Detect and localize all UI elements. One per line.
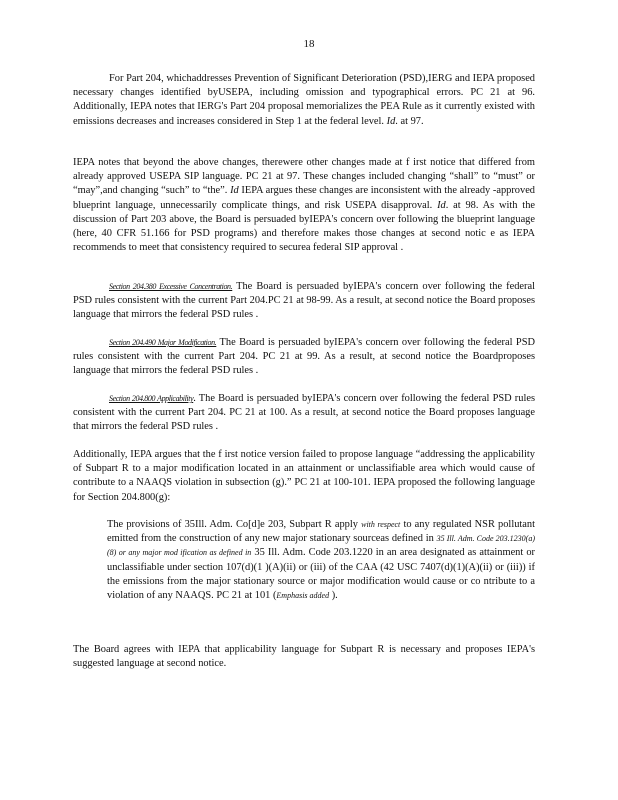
- paragraph-text: The Board is persuaded byIEPA's concern over following the federal PSD rules consistent with the current Part 204. PC 21 at 99. As a result, at second notice the Boardproposes language that mirrors the federal PSD rules .: [73, 337, 535, 377]
- emphasis-text: with respect: [361, 520, 401, 529]
- citation-tail: . at 97.: [395, 115, 424, 127]
- citation-id: Id: [437, 199, 446, 211]
- quote-text: ).: [329, 590, 338, 602]
- paragraph-text: Additionally, IEPA argues that the f irst notice version failed to propose language “addressing the applicability of Subpart R to a major modification located in an attainment or unclassifiable area which would cause of contribute to a NAAQS violation in subsection (g).” PC 21 at 100-101. IEPA proposed the following language for Section 204.800(g):: [73, 449, 535, 503]
- paragraph-iepa-notes: [73, 156, 535, 255]
- paragraph-section-204-380: [73, 280, 535, 323]
- paragraph-part-204: [73, 72, 535, 129]
- page-number: 18: [303, 38, 315, 50]
- emphasis-text: 35 Ill. Adm. Code 203.1230(a)(8) or any major mod ification as defined in: [107, 534, 535, 558]
- paragraph-text: IEPA argues these changes are inconsistent with the already -approved blueprint language, unnecessarily complicate things, and risk USEPA disapproval.: [73, 185, 536, 211]
- paragraph-text: IEPA notes that beyond the above changes, therewere other changes made at f irst notice that differed from already approved USEPA SIP language. PC 21 at 97. These changes included changing “shall” to “must” or “may”,and changing “such” to “the”.: [73, 157, 535, 197]
- citation-id: Id: [230, 185, 239, 197]
- section-heading: Section 204.490 Major Modification.: [109, 338, 217, 347]
- section-heading: Section 204.380 Excessive Concentration.: [109, 282, 233, 291]
- paragraph-board-agrees: [73, 643, 535, 671]
- paragraph-text: The Board is persuaded byIEPA's concern over following the federal PSD rules consistent with the current Part 204.PC 21 at 98-99. As a result, at second notice the Board proposes language that mirrors the federal PSD rules .: [73, 281, 535, 321]
- paragraph-text: For Part 204, whichaddresses Prevention of Significant Deterioration (PSD),IERG and IEPA proposed necessary changes identified byUSEPA, including omission and typographical errors. PC 21 at 96. Additionally, IEPA notes that IERG's Part 204 proposal memorializes the PEA Rule as it currently existed with emissions decreases and increases considered in Step 1 at the federal level.: [73, 73, 535, 127]
- paragraph-section-204-800: [73, 392, 535, 435]
- quote-text: to any regulated NSR pollutant emitted from the construction of any new major stationary sourceas defined in: [107, 519, 535, 545]
- quote-text: 35 Ill. Adm. Code 203.1220 in an area designated as attainment or unclassifiable under section 107(d)(1 )(A)(ii) or (iii) of the CAA (42 USC 7407(d)(1)(A)(ii) or (iii)) if the emissions from the major stationary source or major modification would cause or co ntribute to a violation of any NAAQS. PC 21 at 101 (: [107, 547, 535, 602]
- emphasis-note: Emphasis added: [276, 591, 330, 601]
- citation-id: Id: [386, 115, 396, 127]
- paragraph-text: . at 98. As with the discussion of Part 203 above, the Board is persuaded byIEPA's concern over following the blueprint language (here, 40 CFR 51.166 for PSD programs) and therefore makes those changes at second notic e as IEPA recommends to meet that consistency required to securea federal SIP approval .: [73, 199, 535, 254]
- paragraph-text: The Board agrees with IEPA that applicability language for Subpart R is necessary and proposes IEPA's suggested language at second notice.: [73, 644, 535, 670]
- paragraph-section-204-490: [73, 336, 535, 379]
- quote-text: The provisions of 35Ill. Adm. Co[d]e 203, Subpart R apply: [107, 519, 362, 530]
- paragraph-text: . The Board is persuaded byIEPA's concern over following the federal PSD rules consistent with the current Part 204. PC 21 at 100. As a result, at second notice the Board proposes language that mirrors the federal PSD rules .: [73, 393, 535, 433]
- paragraph-additionally: [73, 448, 535, 505]
- block-quote: [107, 518, 535, 603]
- section-heading: Section 204.800 Applicability: [109, 394, 194, 403]
